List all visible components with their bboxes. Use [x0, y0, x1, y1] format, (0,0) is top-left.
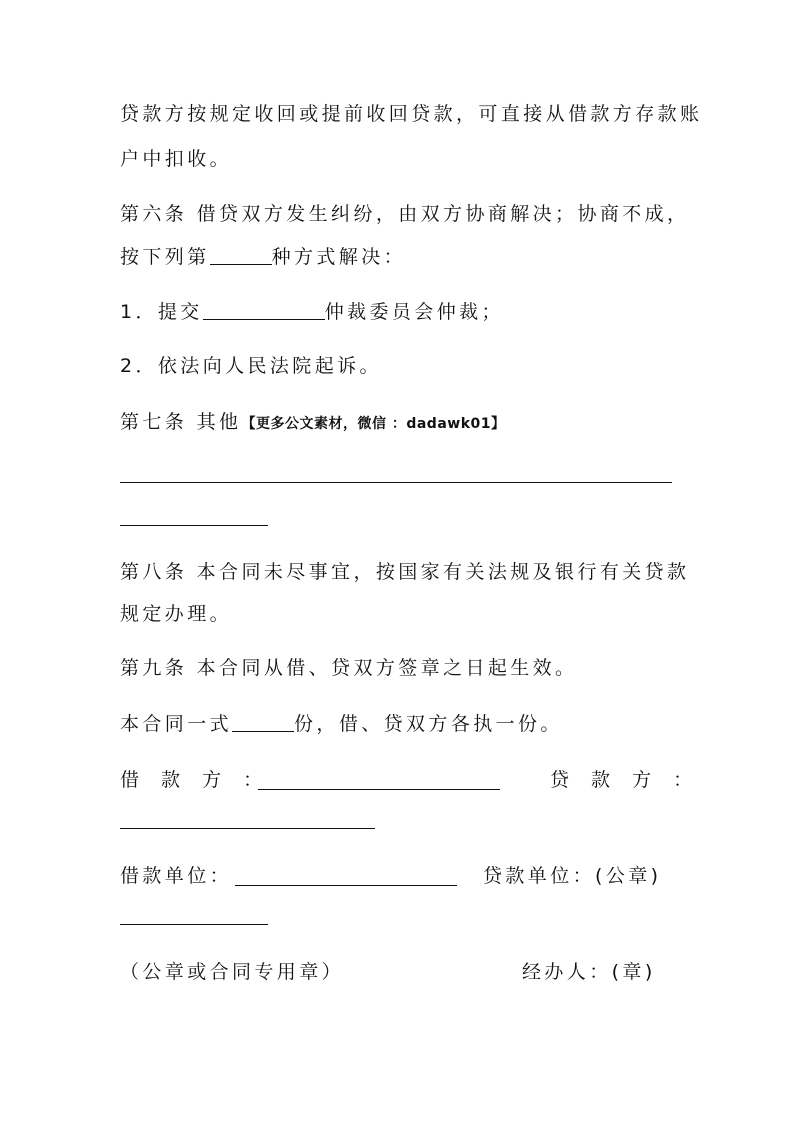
- borrower-unit-blank[interactable]: [235, 885, 457, 886]
- article-6-line: [120, 243, 680, 271]
- copies-line: [120, 710, 680, 738]
- arbitration-committee-blank[interactable]: [203, 299, 325, 320]
- lender-signature-blank[interactable]: [120, 828, 375, 829]
- option-1-text: 1．提交: [120, 301, 203, 323]
- option-1-line: [120, 298, 680, 326]
- copies-text: 份，借、贷双方各执一份。: [294, 713, 563, 735]
- paragraph-line: 户中扣收。: [120, 148, 233, 170]
- option-1-text: 仲裁委员会仲裁；: [324, 301, 504, 323]
- article-6-text: 按下列第: [120, 246, 210, 268]
- other-terms-blank-line[interactable]: [120, 525, 268, 526]
- article-7-line: [120, 408, 680, 438]
- borrower-seal-note: （公章或合同专用章）: [120, 961, 345, 983]
- lender-unit-blank[interactable]: [120, 924, 268, 925]
- watermark-note: 【更多公文素材，微信 ：dadawk01】: [241, 416, 506, 432]
- article-8-line: 规定办理。: [120, 603, 233, 625]
- article-7-label: 第七条 其他: [120, 411, 242, 433]
- article-9-line: 第九条 本合同从借、贷双方签章之日起生效。: [120, 657, 578, 679]
- other-terms-blank-line[interactable]: [120, 482, 672, 483]
- article-6-line: 第六条 借贷双方发生纠纷，由双方协商解决；协商不成，: [120, 203, 690, 225]
- agent-label: 经办人：(章): [522, 961, 656, 983]
- copies-count-blank[interactable]: [232, 711, 294, 732]
- borrower-signature-blank[interactable]: [258, 789, 500, 790]
- article-8-line: 第八条 本合同未尽事宜，按国家有关法规及银行有关贷款: [120, 561, 690, 583]
- copies-text: 本合同一式: [120, 713, 233, 735]
- article-6-text: 种方式解决：: [271, 246, 407, 268]
- method-number-blank[interactable]: [210, 244, 272, 265]
- lender-label: 贷 款 方 ：: [550, 769, 701, 791]
- lender-unit-label: 贷款单位：(公章): [483, 865, 662, 887]
- option-2-line: 2．依法向人民法院起诉。: [120, 355, 382, 377]
- borrower-unit-label: 借款单位：: [120, 865, 233, 887]
- borrower-label: 借 款 方 ：: [120, 769, 271, 791]
- paragraph-line: 贷款方按规定收回或提前收回贷款，可直接从借款方存款账: [120, 103, 703, 125]
